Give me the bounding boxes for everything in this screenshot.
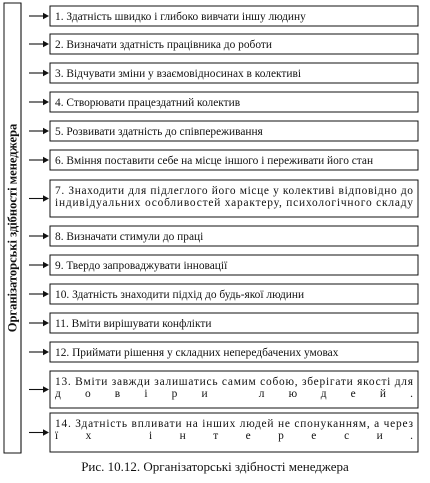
item-12 [29,342,418,362]
arrow-head-icon [43,157,49,163]
diagram-title: Організаторські здібності менеджера [5,123,20,333]
item-text: 6. Вміння поставити себе на місце іншого і переживати його стан [55,155,374,167]
arrow-head-icon [43,128,49,134]
item-3 [29,63,418,83]
arrow-head-icon [43,41,49,47]
item-text: 12. Приймати рішення у складних непередбачених умовах [55,347,339,359]
item-1 [29,6,418,26]
item-text: 1. Здатність швидко і глибоко вивчати іншу людину [55,11,306,23]
arrow-head-icon [43,429,49,435]
item-text: 11. Вміти вирішувати конфлікти [55,318,212,330]
item-7 [29,180,418,217]
item-5 [29,121,418,141]
item-text: 14. Здатність впливати на інших людей не спонуканням, а через [55,418,413,430]
item-14 [29,413,418,452]
arrow-head-icon [43,99,49,105]
arrow-head-icon [43,349,49,355]
arrow-head-icon [43,13,49,19]
items-list [29,6,418,452]
arrow-head-icon [43,70,49,76]
item-text: 5. Розвивати здатність до співпереживання [55,126,263,138]
arrow-head-icon [43,320,49,326]
item-4 [29,92,418,112]
item-text: індивідуальних особливостей характеру, психологічного складу [55,197,413,209]
item-13 [29,371,418,408]
arrow-head-icon [43,262,49,268]
item-2 [29,34,418,54]
item-text: 9. Твердо запроваджувати інновації [55,260,228,272]
arrow-head-icon [43,291,49,297]
item-text: 2. Визначати здатність працівника до роботи [55,39,272,51]
item-text: довіри людей. [55,388,413,400]
item-text: 8. Визначати стимули до праці [55,231,204,243]
item-text: 10. Здатність знаходити підхід до будь-якої людини [55,289,305,301]
item-9 [29,255,418,275]
item-text: 4. Створювати працездатний колектив [55,97,241,109]
item-text: 3. Відчувати зміни у взаємовідносинах в колективі [55,68,302,80]
item-text: 13. Вміти завжди залишатись самим собою, зберігати якості для [55,376,414,388]
arrow-head-icon [43,386,49,392]
item-text: їх інтереси. [55,430,413,442]
title-panel [4,3,21,453]
item-8 [29,226,418,246]
arrow-head-icon [43,233,49,239]
item-6 [29,150,418,170]
item-11 [29,313,418,333]
figure-caption: Рис. 10.12. Організаторські здібності менеджера [81,459,349,474]
item-text: 7. Знаходити для підлеглого його місце у колективі відповідно до [55,185,413,197]
item-10 [29,284,418,304]
arrow-head-icon [43,195,49,201]
